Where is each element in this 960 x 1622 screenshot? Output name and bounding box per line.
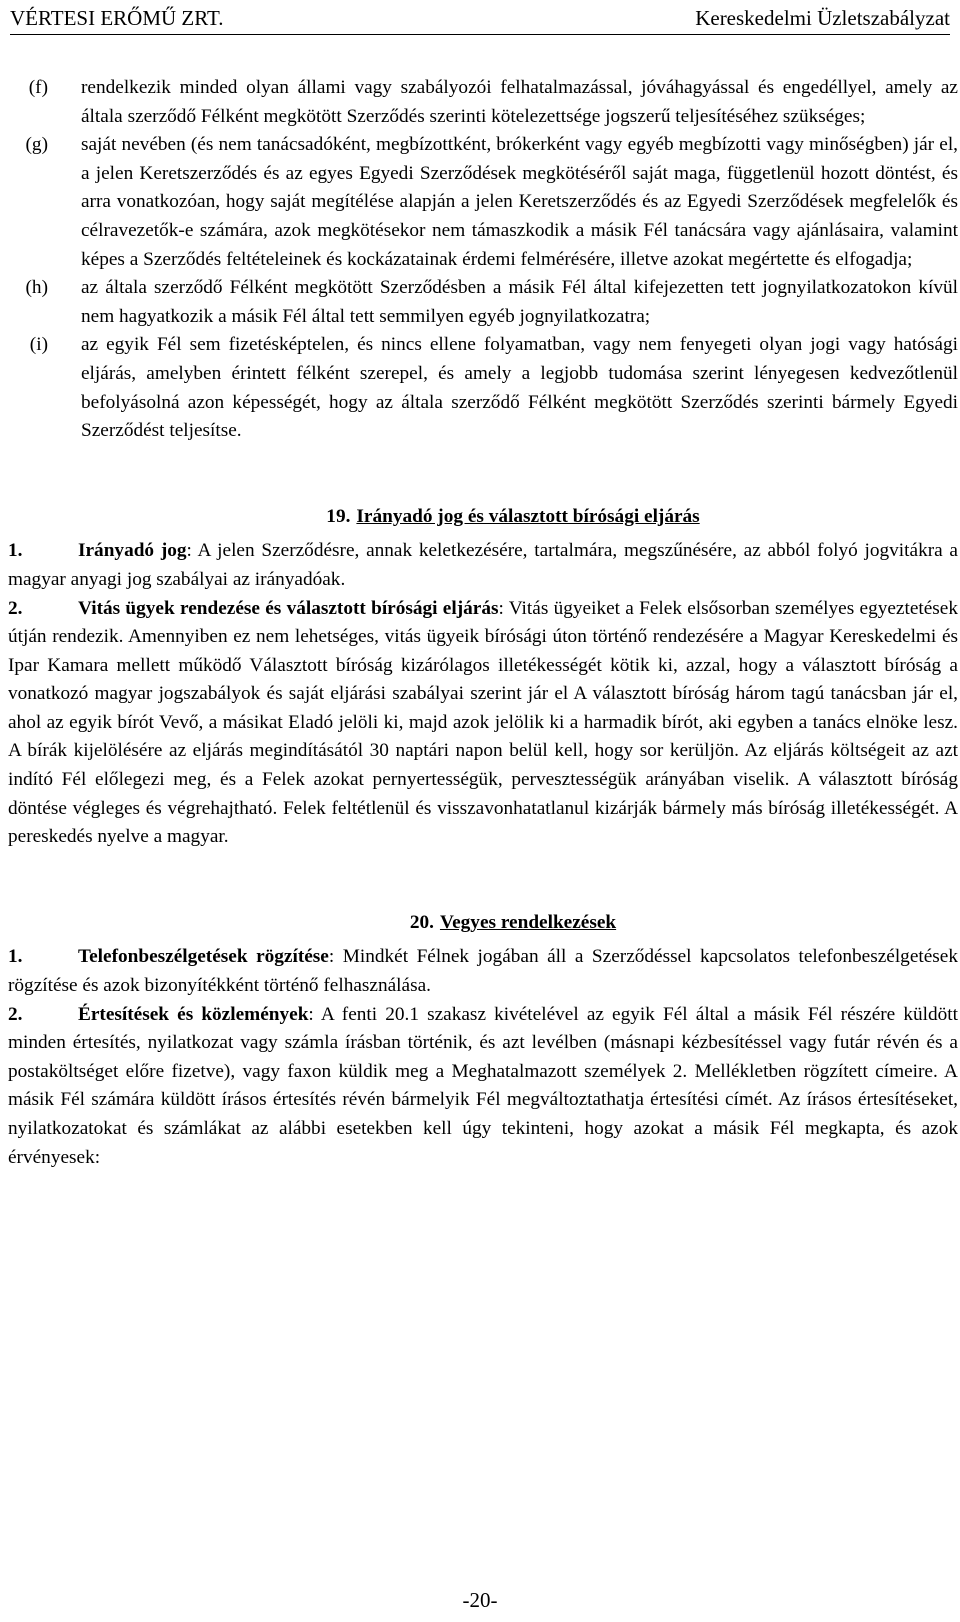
clause-item-f <box>28 74 958 131</box>
clause-item-g <box>25 131 958 274</box>
clause-text: saját nevében (és nem tanácsadóként, megbízottként, brókerként vagy egyéb megbízotti vagy minőségben) jár el, a jelen Keretszerződés és az egyes Egyedi Szerződések megkötéséről saját maga, függetlenül hozott döntést, és arra vonatkozóan, hogy saját megítélése alapján a jelen Keretszerződés és az Egyedi Szerződések megfelelők és célravezetők-e számára, azok megkötésekor nem támaszkodik a másik Fél tanácsára vagy ajánlásaira, valamint képes a Szerződés feltételeinek és kockázatainak érdemi felmérésére, illetve azokat megértette és elfogadja; <box>81 134 958 270</box>
paragraph-text: : Mindkét Félnek jogában áll a Szerződéssel kapcsolatos telefonbeszélgetések rögzítése és azok bizonyítékként történő felhasználása. <box>8 946 958 997</box>
page-header <box>10 4 950 35</box>
section-20-paragraph-2 <box>8 1001 958 1173</box>
clause-list <box>25 74 958 446</box>
paragraph-title: Vitás ügyek rendezése és választott bírósági eljárás <box>78 597 499 619</box>
paragraph-number: 2. <box>8 597 23 619</box>
section-20-heading <box>68 909 958 938</box>
section-title: Vegyes rendelkezések <box>439 911 617 933</box>
paragraph-number: 1. <box>8 946 23 968</box>
clause-item-i <box>29 331 958 445</box>
header-document-title: Kereskedelmi Üzletszabályzat <box>695 6 950 30</box>
section-19-paragraph-1 <box>8 537 958 594</box>
clause-label: (h) <box>25 277 48 299</box>
page-content <box>8 74 958 1172</box>
section-19-paragraph-2 <box>8 595 958 852</box>
paragraph-title: Telefonbeszélgetések rögzítése <box>78 946 329 968</box>
section-title: Irányadó jog és választott bírósági eljárás <box>356 505 700 527</box>
paragraph-text: : A fenti 20.1 szakasz kivételével az egyik Fél által a másik Fél részére küldött minden értesítés, nyilatkozat vagy számla írásban történik, és azt levélben (másnapi kézbesítéssel vagy futár révén és a postaköltséget előre fizetve), vagy faxon küldik meg a Meghatalmazott személyek 2. Mellékletben rögzített címeire. A másik Fél számára küldött írásos értesítés révén bármelyik Fél megváltoztathatja értesítési címét. Az írásos értesítéseket, nyilatkozatokat és számlákat az alábbi esetekben kell úgy tekinteni, hogy azokat a másik Fél megkapta, és azok érvényesek: <box>8 1003 958 1168</box>
header-company: VÉRTESI ERŐMŰ ZRT. <box>10 6 224 30</box>
paragraph-title: Értesítések és közlemények <box>78 1003 309 1025</box>
paragraph-title: Irányadó jog <box>78 540 187 562</box>
section-19-heading <box>68 503 958 532</box>
section-number: 20. <box>409 911 434 933</box>
clause-label: (i) <box>29 334 48 356</box>
paragraph-number: 1. <box>8 540 23 562</box>
section-20-paragraph-1 <box>8 943 958 1000</box>
paragraph-text: : Vitás ügyeiket a Felek elsősorban személyes egyeztetések útján rendezik. Amennyiben ez nem lehetséges, vitás ügyeik bírósági úton történő rendezésére a Magyar Kereskedelmi és Ipar Kamara mellett működő Választott bíróság kizárólagos illetékességét kötik ki, azzal, hogy a választott bíróság a vonatkozó magyar jogszabályok és saját eljárási szabályai szerint jár el A választott bíróság három tagú tanácsban jár el, ahol az egyik bírót Vevő, a másikat Eladó jelöli ki, majd azok jelölik ki a harmadik bírót, aki egyben a tanács elnöke lesz. A bírák kijelölésére az eljárás megindításától 30 naptári napon belül kell, hogy sor kerüljön. Az eljárás költségeit az azt indító Fél előlegezi meg, és a Felek azokat pernyertességük, pervesztességük arányában viselik. A választott bíróság döntése végleges és végrehajtható. Felek feltétlenül és visszavonhatatlanul kizárják bármely más bíróság illetékességét. A pereskedés nyelve a magyar. <box>8 597 958 848</box>
clause-text: az általa szerződő Félként megkötött Szerződésben a másik Fél által kifejezetten tett jognyilatkozatokon kívül nem hagyatkozik a másik Fél által tett semmilyen egyéb jognyilatkozatra; <box>81 277 958 327</box>
paragraph-text: : A jelen Szerződésre, annak keletkezésére, tartalmára, megszűnésére, az abból folyó jogvitákra a magyar anyagi jog szabályai az irányadóak. <box>8 540 958 590</box>
clause-text: rendelkezik minded olyan állami vagy szabályozói felhatalmazással, jóváhagyással és engedéllyel, amely az általa szerződő Félként megkötött Szerződés szerinti kötelezettsége jogszerű teljesítéséhez szükséges; <box>81 77 958 127</box>
paragraph-number: 2. <box>8 1003 23 1025</box>
clause-label: (g) <box>25 134 48 156</box>
section-number: 19. <box>326 505 351 527</box>
clause-item-h <box>25 274 958 331</box>
clause-label: (f) <box>28 77 48 98</box>
page-number: -20- <box>462 1588 498 1612</box>
clause-text: az egyik Fél sem fizetésképtelen, és nincs ellene folyamatban, vagy nem fenyegeti olyan jogi vagy hatósági eljárás, amelyben érintett félként szerepel, és amely a legjobb tudomása szerint lényegesen kedvezőtlenül befolyásolná azon képességét, hogy az általa szerződő Félként megkötött Szerződés szerinti bármely Egyedi Szerződést teljesítse. <box>81 334 958 442</box>
